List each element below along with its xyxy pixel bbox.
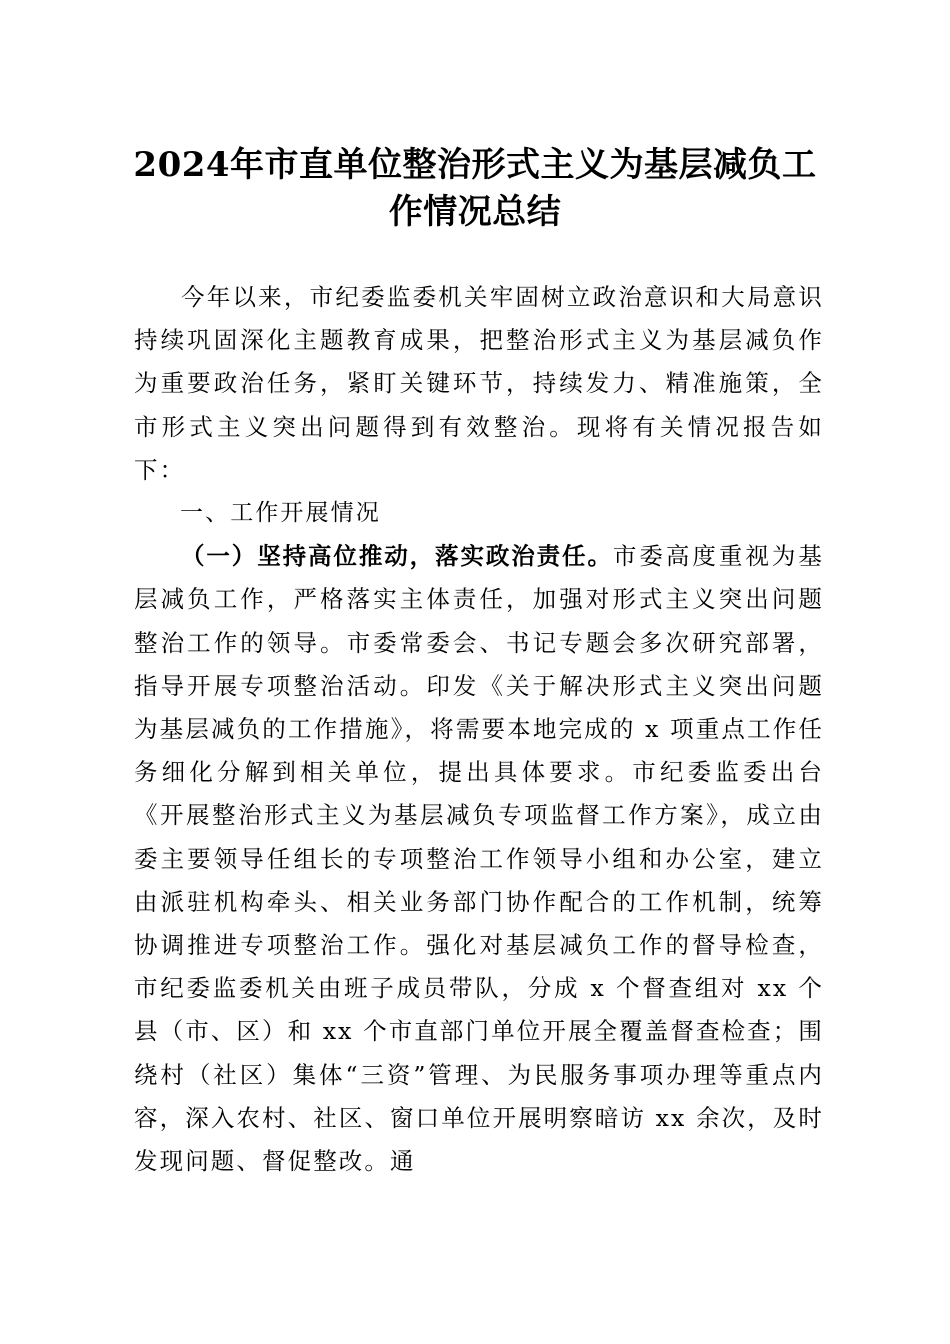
subsection-lead-1: （一）坚持高位推动，落实政治责任。	[181, 542, 613, 571]
document-title-line-2: 作情况总结	[388, 192, 562, 232]
document-title-line-1: 2024年市直单位整治形式主义为基层减负工	[133, 145, 817, 185]
subsection-body-1: 市委高度重视为基层减负工作，严格落实主体责任，加强对形式主义突出问题整治工作的领导。市委常委会、书记专题会多次研究部署，指导开展专项整治活动。印发《关于解决形式主义突出问题为基层减负的工作措施》，将需要本地完成的 x 项重点工作任务细化分解到相关单位，提出具体要求。市纪委监委出台《开展整治形式主义为基层减负专项监督工作方案》，成立由委主要领导任组长的专项整治工作领导小组和办公室，建立由派驻机构牵头、相关业务部门协作配合的工作机制，统筹协调推进专项整治工作。强化对基层减负工作的督导检查，市纪委监委机关由班子成员带队，分成 x 个督查组对 xx 个县（市、区）和 xx 个市直部门单位开展全覆盖督查检查；围绕村（社区）集体“三资”管理、为民服务事项办理等重点内容，深入农村、社区、窗口单位开展明察暗访 xx 余次，及时发现问题、督促整改。通	[134, 542, 825, 1176]
intro-paragraph: 今年以来，市纪委监委机关牢固树立政治意识和大局意识持续巩固深化主题教育成果，把整治形式主义为基层减负作为重要政治任务，紧盯关键环节，持续发力、精准施策，全市形式主义突出问题得到有效整治。现将有关情况报告如下：	[134, 283, 824, 484]
subsection-paragraph-1	[134, 535, 824, 1183]
document-title	[0, 142, 950, 236]
section-heading-1: 一、工作开展情况	[180, 500, 381, 527]
document-body	[134, 276, 824, 1183]
